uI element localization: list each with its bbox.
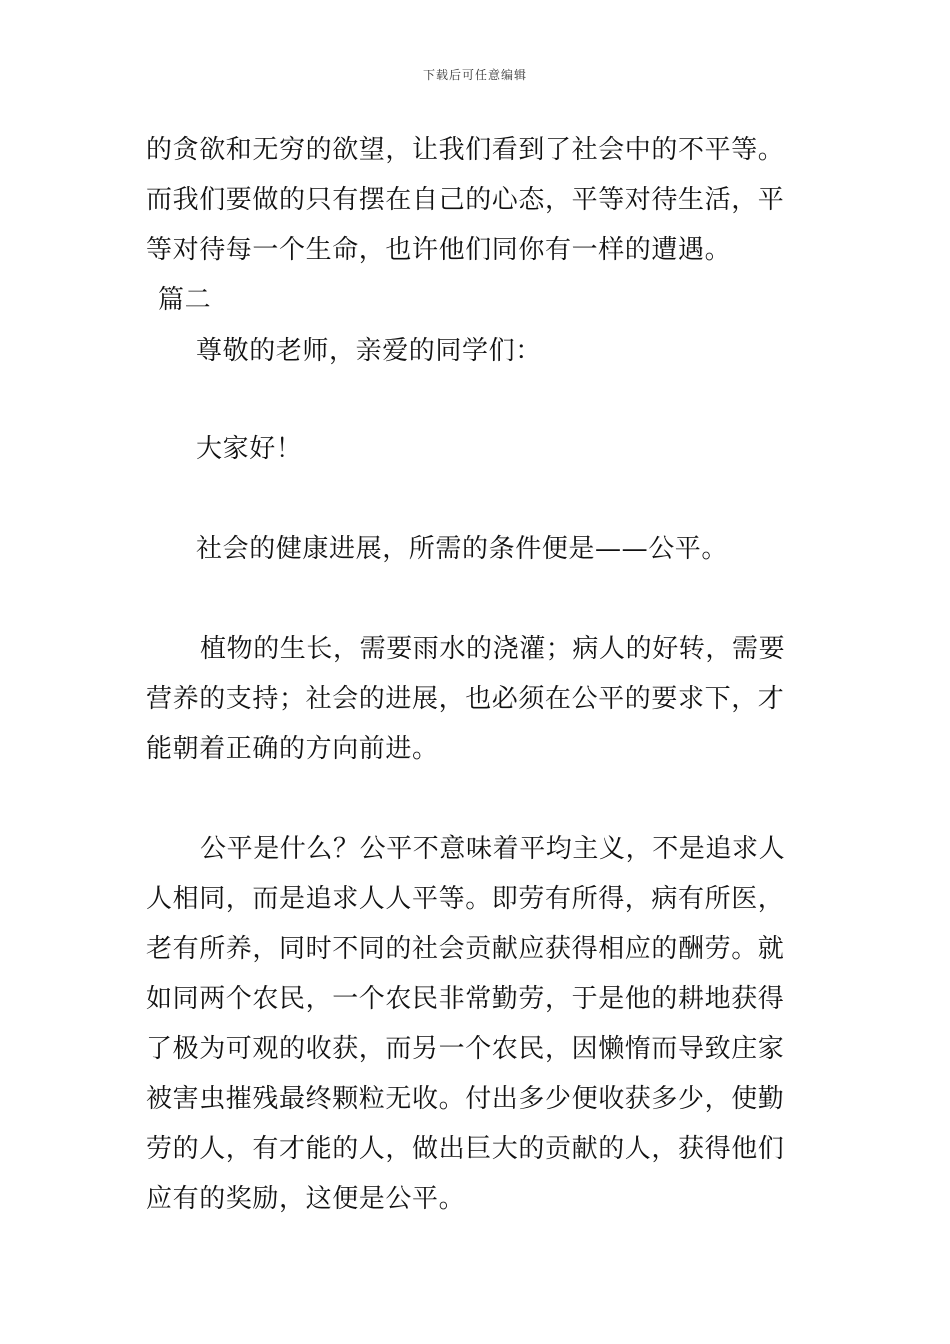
hello-line: 大家好！ — [196, 434, 303, 464]
greeting: 尊敬的老师，亲爱的同学们： — [196, 336, 542, 366]
page-header: 下载后可任意编辑 — [422, 68, 527, 82]
paragraph-what-is-fairness: 公平是什么？公平不意味着平均主义，不是追求人人相同，而是追求人人平等。即劳有所得，病有所医，老有所养，同时不同的社会贡献应获得相应的酬劳。就如同两个农民，一个农民非常勤劳，于是他的耕地获得了极为可观的收获，而另一个农民，因懒惰而导致庄家被害虫摧残最终颗粒无收。付出多少便收获多少，使勤劳的人，有才能的人，做出巨大的贡献的人，获得他们应有的奖励，这便是公平。 — [146, 834, 786, 1214]
section-title: 篇二 — [158, 285, 212, 315]
paragraph-fairness-intro: 社会的健康进展，所需的条件便是——公平。 — [196, 534, 729, 564]
paragraph-plants: 植物的生长，需要雨水的浇灌；病人的好转，需要营养的支持；社会的进展，也必须在公平的要求下，才能朝着正确的方向前进。 — [146, 634, 786, 764]
paragraph-continuation: 的贪欲和无穷的欲望，让我们看到了社会中的不平等。而我们要做的只有摆在自己的心态，平等对待生活，平等对待每一个生命，也许他们同你有一样的遭遇。 — [146, 135, 785, 265]
